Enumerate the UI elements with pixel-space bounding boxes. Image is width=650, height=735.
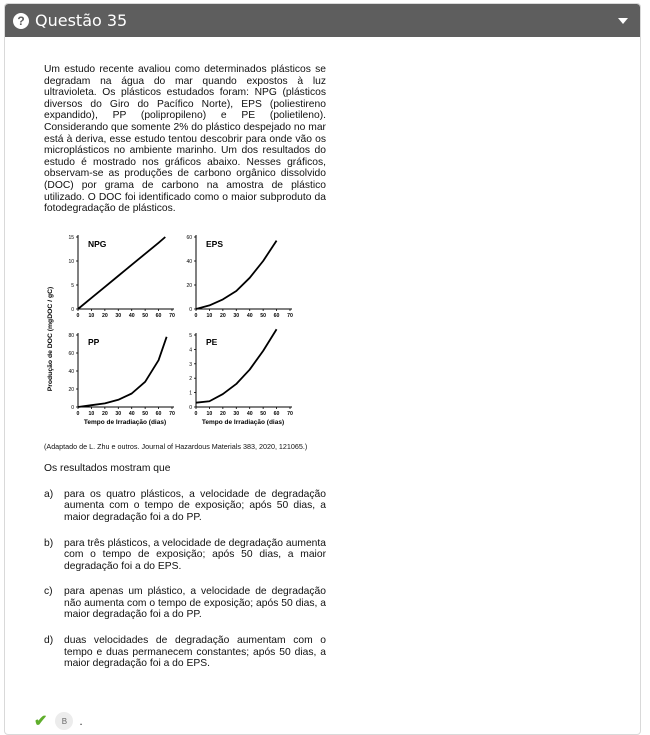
y-tick-label: 60	[68, 350, 74, 357]
answer-suffix: .	[79, 714, 83, 728]
y-tick-label: 15	[68, 234, 74, 241]
y-tick-label: 0	[71, 306, 74, 313]
x-tick-label: 30	[115, 410, 122, 417]
series-line	[78, 337, 167, 407]
x-tick-label: 60	[155, 312, 162, 319]
y-tick-label: 60	[186, 234, 192, 241]
doc-production-charts	[44, 229, 304, 435]
question-content	[44, 64, 326, 684]
y-tick-label: 5	[189, 332, 192, 339]
source-citation: (Adaptado de L. Zhu e outros. Journal of Hazardous Materials 383, 2020, 121065.)	[44, 441, 308, 451]
x-tick-label: 20	[219, 410, 226, 417]
question-header[interactable]	[5, 4, 640, 37]
x-tick-label: 0	[76, 312, 80, 319]
x-tick-label: 10	[88, 410, 95, 417]
option-b[interactable]	[44, 538, 326, 573]
y-tick-label: 80	[68, 332, 74, 339]
option-d[interactable]	[44, 635, 326, 670]
y-tick-label: 2	[189, 375, 192, 382]
y-tick-label: 40	[186, 258, 192, 265]
option-letter: d)	[44, 635, 54, 647]
x-tick-label: 50	[260, 410, 267, 417]
x-tick-label: 70	[287, 410, 293, 417]
x-tick-label: 0	[194, 410, 198, 417]
x-tick-label: 10	[206, 312, 213, 319]
x-tick-label: 30	[233, 410, 240, 417]
x-tick-label: 70	[287, 312, 293, 319]
panel-title: EPS	[206, 238, 224, 249]
question-circle-icon: ?	[13, 13, 29, 29]
x-tick-label: 40	[246, 312, 253, 319]
x-axis-label: Tempo de Irradiação (dias)	[83, 418, 167, 426]
y-tick-label: 20	[68, 386, 74, 393]
answer-row	[34, 711, 83, 731]
y-tick-label: 0	[189, 306, 192, 313]
x-tick-label: 70	[169, 410, 175, 417]
option-letter: b)	[44, 537, 54, 549]
panel-title: PE	[206, 336, 218, 347]
x-tick-label: 0	[194, 312, 198, 319]
question-lead: Os resultados mostram que	[44, 463, 171, 475]
option-text: para apenas um plástico, a velocidade de degradação não aumenta com o tempo de exposição; após 50 dias, a maior degradação foi a do PP.	[64, 586, 326, 621]
x-tick-label: 30	[115, 312, 122, 319]
x-tick-label: 10	[206, 410, 213, 417]
y-tick-label: 0	[189, 404, 192, 411]
x-tick-label: 20	[219, 312, 226, 319]
x-tick-label: 50	[260, 312, 267, 319]
checkmark-icon: ✔	[34, 713, 48, 730]
x-tick-label: 50	[142, 312, 149, 319]
x-tick-label: 20	[101, 312, 108, 319]
x-tick-label: 60	[155, 410, 162, 417]
panel-title: NPG	[88, 238, 107, 249]
x-tick-label: 60	[273, 312, 280, 319]
x-axis-label: Tempo de Irradiação (dias)	[201, 418, 285, 426]
x-tick-label: 0	[76, 410, 80, 417]
answer-badge: B	[55, 712, 73, 730]
option-a[interactable]	[44, 489, 326, 524]
y-tick-label: 3	[189, 361, 192, 368]
option-letter: c)	[44, 586, 53, 598]
y-tick-label: 20	[186, 282, 192, 289]
option-text: para os quatro plásticos, a velocidade de degradação aumenta com o tempo de exposição; após 50 dias, a maior degradação foi a do PP.	[64, 488, 326, 523]
question-stem: Um estudo recente avaliou como determinados plásticos se degradam na água do mar quando expostos à luz ultravioleta. Os plásticos estudados foram: NPG (plásticos diversos do Giro do Pacífico Norte), EPS (poliestireno expandido), PP (polipropileno) e PE (polietileno). Considerando que somente 2% do plástico despejado no mar está à deriva, esse estudo tentou descobrir para onde vão os microplásticos no ambiente marinho. Um dos resultados do estudo é mostrado nos gráficos abaixo. Nesses gráficos, observam-se as produções de carbono orgânico dissolvido (DOC) por grama de carbono na amostra de plástico utilizado. O DOC foi identificado como o maior subproduto da fotodegradação de plásticos.	[44, 64, 326, 215]
question-title: Questão 35	[35, 11, 128, 30]
y-tick-label: 1	[189, 390, 192, 397]
x-tick-label: 10	[88, 312, 95, 319]
chevron-down-icon[interactable]	[618, 18, 628, 24]
option-text: duas velocidades de degradação aumentam com o tempo e duas permanecem constantes; após 50 dias, a maior degradação foi a do EPS.	[64, 635, 326, 670]
option-letter: a)	[44, 488, 54, 500]
x-tick-label: 20	[101, 410, 108, 417]
series-line	[196, 240, 277, 308]
panel-title: PP	[88, 336, 100, 347]
y-tick-label: 4	[189, 347, 192, 354]
options-list	[44, 489, 326, 670]
option-text: para três plásticos, a velocidade de degradação aumenta com o tempo de exposição; após 50 dias, a maior degradação foi a do EPS.	[64, 537, 326, 572]
x-tick-label: 40	[128, 312, 135, 319]
y-tick-label: 0	[71, 404, 74, 411]
y-axis-label: Produção de DOC (mgDOC / gC)	[47, 286, 54, 392]
x-tick-label: 50	[142, 410, 149, 417]
y-tick-label: 10	[68, 258, 74, 265]
x-tick-label: 70	[169, 312, 175, 319]
y-tick-label: 5	[71, 282, 74, 289]
x-tick-label: 40	[128, 410, 135, 417]
x-tick-label: 60	[273, 410, 280, 417]
y-tick-label: 40	[68, 368, 74, 375]
option-c[interactable]	[44, 586, 326, 621]
x-tick-label: 40	[246, 410, 253, 417]
x-tick-label: 30	[233, 312, 240, 319]
